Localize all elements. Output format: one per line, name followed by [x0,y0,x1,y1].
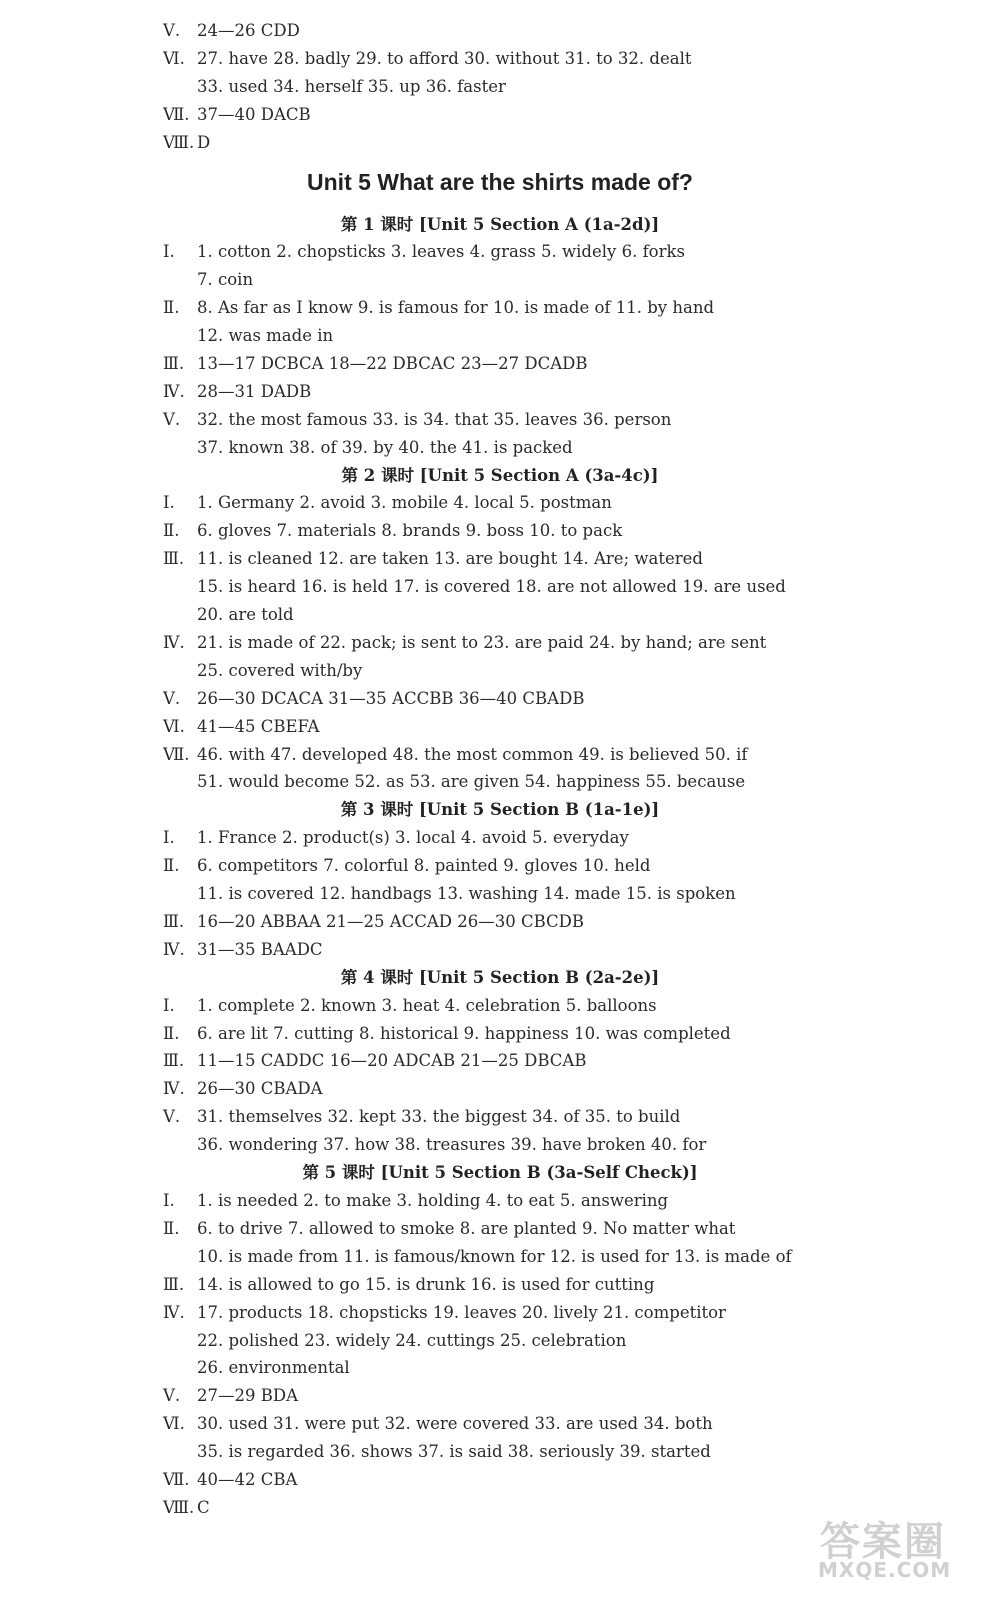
answer-text: C [197,1498,210,1517]
roman-numeral: Ⅳ. [163,940,185,959]
lesson-heading: 第 5 课时 [Unit 5 Section B (3a-Self Check)] [302,1163,698,1182]
roman-numeral: Ⅰ. [163,828,175,847]
answer-line [163,936,323,964]
answer-line [197,601,294,629]
answer-line [163,406,671,434]
lesson-heading: 第 2 课时 [Unit 5 Section A (3a-4c)] [341,466,659,485]
roman-numeral: Ⅳ. [163,1303,185,1322]
answer-line [163,713,319,741]
answer-text: 27. have 28. badly 29. to afford 30. without 31. to 32. dealt [197,49,692,68]
roman-numeral: Ⅶ. [163,1470,190,1489]
roman-numeral: Ⅴ. [163,1386,181,1405]
answer-line [197,657,362,685]
answer-line [163,1410,713,1438]
answer-text: 20. are told [197,605,294,624]
answer-line [163,378,311,406]
answer-text: 22. polished 23. widely 24. cuttings 25. celebration [197,1331,627,1350]
answer-text: 31. themselves 32. kept 33. the biggest 34. of 35. to build [197,1107,681,1126]
roman-numeral: Ⅲ. [163,912,185,931]
answer-line [197,1327,626,1355]
answer-line [163,741,747,769]
answer-line [163,629,766,657]
answer-line [197,768,745,796]
answer-text: 12. was made in [197,326,334,345]
answer-text: 24—26 CDD [197,21,300,40]
answer-text: 15. is heard 16. is held 17. is covered 18. are not allowed 19. are used [197,577,786,596]
answer-text: 11. is cleaned 12. are taken 13. are bought 14. Are; watered [197,549,703,568]
answer-text: D [197,133,211,152]
answer-text: 6. competitors 7. colorful 8. painted 9. gloves 10. held [197,856,651,875]
answer-line [163,1075,323,1103]
roman-numeral: Ⅲ. [163,549,185,568]
unit-title: Unit 5 What are the shirts made of? [307,169,693,195]
answer-text: 37. known 38. of 39. by 40. the 41. is packed [197,438,573,457]
roman-numeral: Ⅰ. [163,242,175,261]
answer-line [197,880,736,908]
answer-text: 8. As far as I know 9. is famous for 10. is made of 11. by hand [197,298,715,317]
roman-numeral: Ⅱ. [163,521,180,540]
roman-numeral: Ⅱ. [163,298,180,317]
answer-line [163,517,622,545]
answer-text: 7. coin [197,270,254,289]
answer-line [163,545,703,573]
answer-text: 1. Germany 2. avoid 3. mobile 4. local 5. postman [197,493,612,512]
answer-text: 36. wondering 37. how 38. treasures 39. have broken 40. for [197,1135,707,1154]
answer-line [197,1243,792,1271]
roman-numeral: Ⅳ. [163,382,185,401]
answer-text: 27—29 BDA [197,1386,299,1405]
answer-line [163,129,210,157]
answer-text: 6. to drive 7. allowed to smoke 8. are planted 9. No matter what [197,1219,736,1238]
roman-numeral: Ⅴ. [163,21,181,40]
answer-line [197,1131,706,1159]
answer-line [163,45,691,73]
answer-text: 28—31 DADB [197,382,312,401]
roman-numeral: Ⅷ. [163,1498,195,1517]
answer-text: 25. covered with/by [197,661,363,680]
answer-line [163,992,657,1020]
answer-line [163,685,584,713]
answer-text: 11. is covered 12. handbags 13. washing 14. made 15. is spoken [197,884,736,903]
roman-numeral: Ⅲ. [163,354,185,373]
roman-numeral: Ⅶ. [163,745,190,764]
answer-text: 11—15 CADDC 16—20 ADCAB 21—25 DBCAB [197,1051,587,1070]
answer-text: 41—45 CBEFA [197,717,320,736]
lesson-heading: 第 3 课时 [Unit 5 Section B (1a-1e)] [340,800,660,819]
answer-text: 21. is made of 22. pack; is sent to 23. are paid 24. by hand; are sent [197,633,767,652]
roman-numeral: Ⅰ. [163,1191,175,1210]
answer-text: 33. used 34. herself 35. up 36. faster [197,77,506,96]
roman-numeral: Ⅳ. [163,633,185,652]
answer-line [163,238,685,266]
lesson-heading: 第 1 课时 [Unit 5 Section A (1a-2d)] [340,215,660,234]
watermark-en: MXQE.COM [818,1558,952,1582]
answer-text: 1. is needed 2. to make 3. holding 4. to eat 5. answering [197,1191,669,1210]
roman-numeral: Ⅳ. [163,1079,185,1098]
answer-line [163,17,300,45]
answer-text: 6. are lit 7. cutting 8. historical 9. happiness 10. was completed [197,1024,731,1043]
answer-line [163,1047,586,1075]
answer-line [163,489,612,517]
answer-text: 1. cotton 2. chopsticks 3. leaves 4. grass 5. widely 6. forks [197,242,685,261]
answer-text: 31—35 BAADC [197,940,323,959]
answer-text: 16—20 ABBAA 21—25 ACCAD 26—30 CBCDB [197,912,585,931]
answer-line [163,101,311,129]
answer-text: 35. is regarded 36. shows 37. is said 38. seriously 39. started [197,1442,711,1461]
roman-numeral: Ⅲ. [163,1275,185,1294]
answer-line [163,852,651,880]
answer-line [197,434,573,462]
answer-text: 6. gloves 7. materials 8. brands 9. boss 10. to pack [197,521,623,540]
answer-text: 14. is allowed to go 15. is drunk 16. is used for cutting [197,1275,655,1294]
answer-line [163,1020,731,1048]
roman-numeral: Ⅲ. [163,1051,185,1070]
watermark-logo [810,1510,980,1590]
answer-text: 26—30 CBADA [197,1079,323,1098]
answer-text: 26. environmental [197,1358,350,1377]
roman-numeral: Ⅰ. [163,493,175,512]
roman-numeral: Ⅴ. [163,410,181,429]
answer-line [163,824,629,852]
answer-text: 17. products 18. chopsticks 19. leaves 20. lively 21. competitor [197,1303,726,1322]
answer-line [163,1215,735,1243]
answer-text: 1. complete 2. known 3. heat 4. celebration 5. balloons [197,996,657,1015]
answer-line [197,1438,711,1466]
answer-line [197,322,333,350]
answer-line [163,350,587,378]
answer-line [163,1466,297,1494]
answer-text: 37—40 DACB [197,105,311,124]
answer-text: 51. would become 52. as 53. are given 54. happiness 55. because [197,772,746,791]
answer-text: 26—30 DCACA 31—35 ACCBB 36—40 CBADB [197,689,585,708]
watermark-cn: 答案圈 [820,1519,946,1565]
roman-numeral: Ⅱ. [163,856,180,875]
roman-numeral: Ⅵ. [163,49,185,68]
roman-numeral: Ⅶ. [163,105,190,124]
roman-numeral: Ⅵ. [163,1414,185,1433]
lesson-heading: 第 4 课时 [Unit 5 Section B (2a-2e)] [340,968,660,987]
answer-text: 10. is made from 11. is famous/known for 12. is used for 13. is made of [197,1247,792,1266]
answer-line [163,1494,210,1522]
roman-numeral: Ⅷ. [163,133,195,152]
answer-text: 30. used 31. were put 32. were covered 33. are used 34. both [197,1414,713,1433]
answer-line [197,73,506,101]
answer-line [163,1271,654,1299]
answer-line [197,1354,350,1382]
roman-numeral: Ⅵ. [163,717,185,736]
answer-line [163,1299,726,1327]
roman-numeral: Ⅱ. [163,1219,180,1238]
answer-line [163,1382,298,1410]
answer-line [163,1103,680,1131]
answer-line [197,266,253,294]
roman-numeral: Ⅴ. [163,689,181,708]
answer-text: 13—17 DCBCA 18—22 DBCAC 23—27 DCADB [197,354,588,373]
roman-numeral: Ⅰ. [163,996,175,1015]
answer-line [197,573,786,601]
answer-line [163,1187,668,1215]
roman-numeral: Ⅱ. [163,1024,180,1043]
answer-line [163,908,584,936]
answer-line [163,294,714,322]
answer-text: 1. France 2. product(s) 3. local 4. avoid 5. everyday [197,828,629,847]
answer-text: 32. the most famous 33. is 34. that 35. leaves 36. person [197,410,672,429]
answer-text: 40—42 CBA [197,1470,298,1489]
roman-numeral: Ⅴ. [163,1107,181,1126]
answer-text: 46. with 47. developed 48. the most common 49. is believed 50. if [197,745,748,764]
